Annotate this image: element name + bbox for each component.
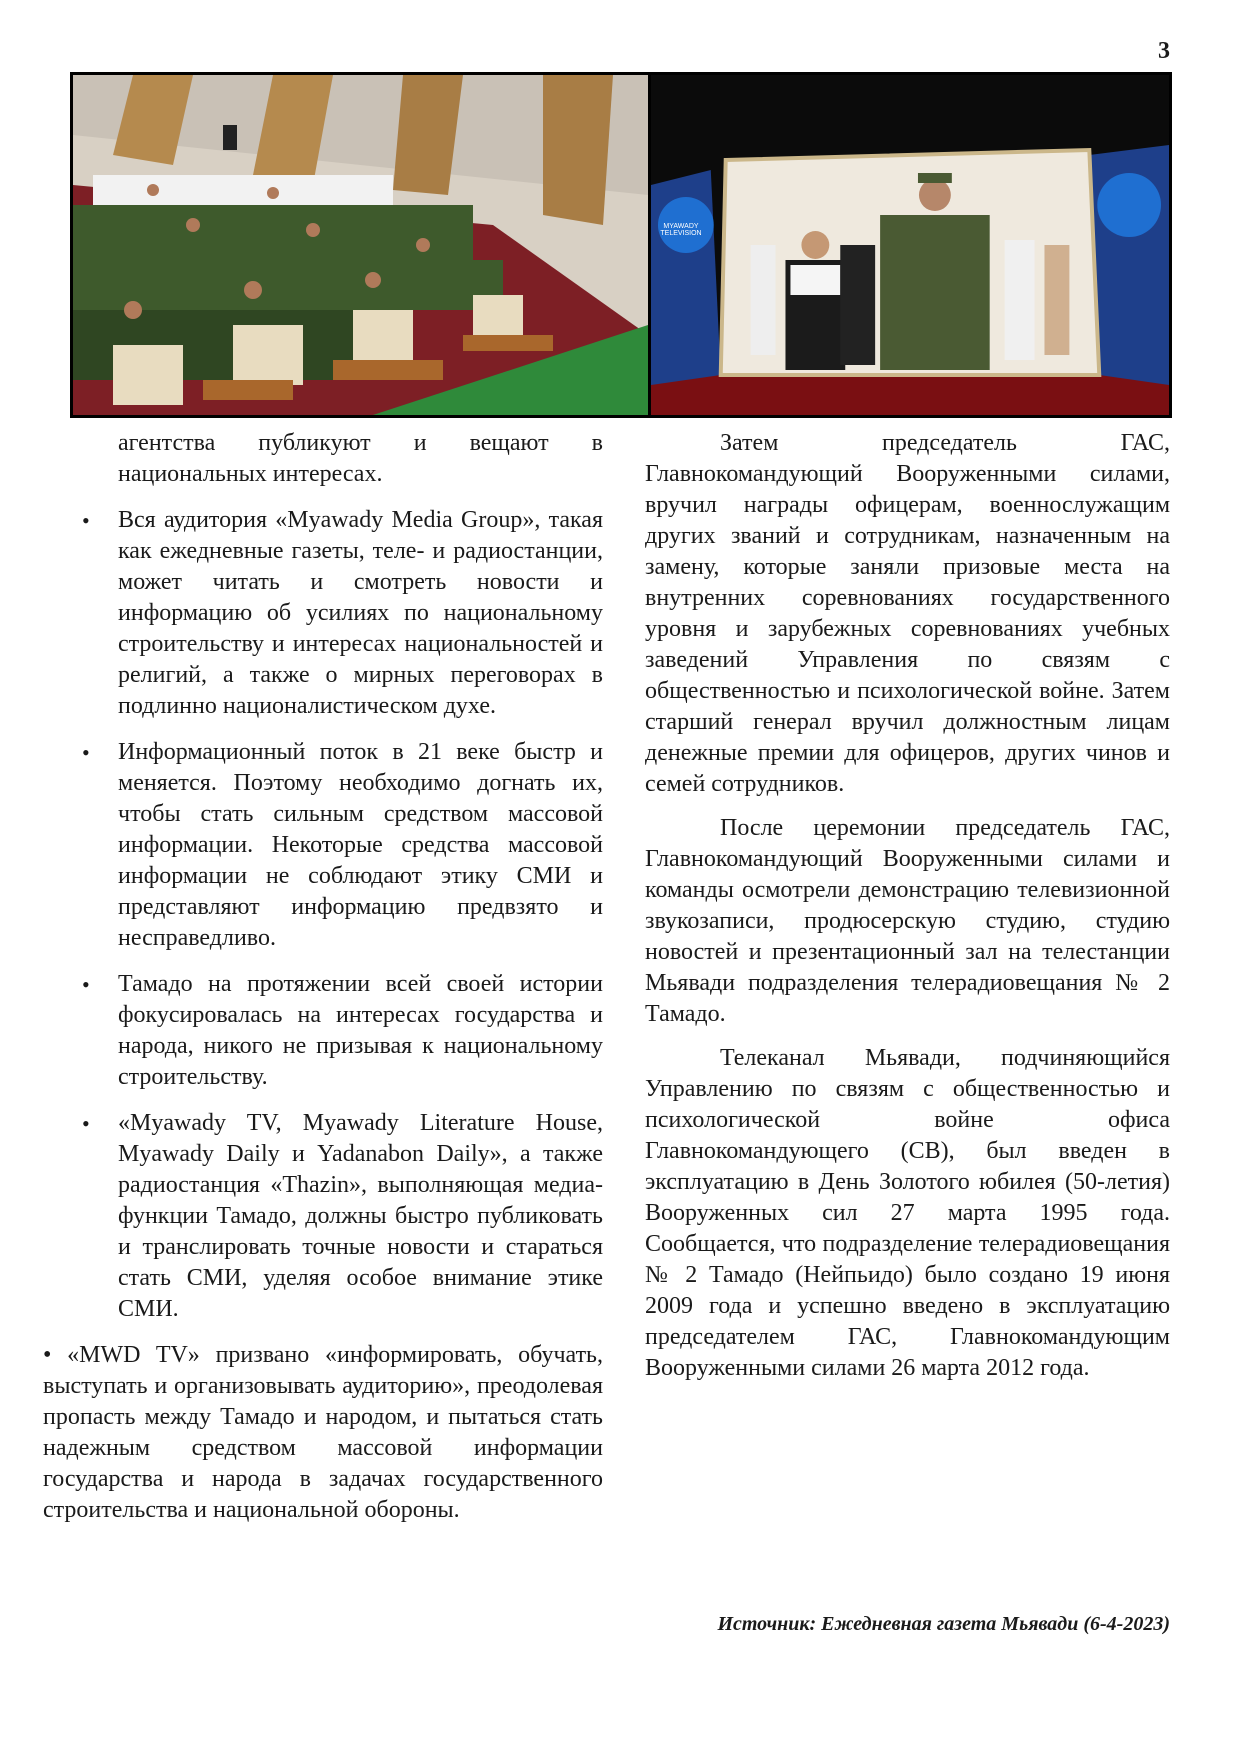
ceremony-screen-graphic [651, 75, 1169, 415]
source-citation: Источник: Ежедневная газета Мьявади (6-4-2023) [717, 1613, 1170, 1635]
body-paragraph: После церемонии председатель ГАС, Главнокомандующий Вооруженными силами и команды осмотрели демонстрацию телевизионной звукозаписи, продюсерскую студию, студию новостей и презентационный зал на телестанции Мьявади подразделения телерадиовещания № 2 Тамадо. [645, 815, 1170, 1027]
trailing-paragraph: • «MWD TV» призвано «информировать, обучать, выступать и организовывать аудиторию», преодолевая пропасть между Тамадо и народом, и пытаться стать надежным средством массовой информации государства и народа в задачах государственного строительства и национальной обороны. [43, 1342, 603, 1523]
ceremony-screen-photo [651, 75, 1169, 415]
lead-paragraph: агентства публикуют и вещают в национальных интересах. [118, 430, 603, 487]
audience-photo-graphic [73, 75, 648, 415]
audience-photo [73, 75, 651, 415]
photo-strip [70, 72, 1172, 418]
bullet-item: • Информационный поток в 21 веке быстр и меняется. Поэтому необходимо догнать их, чтобы стать сильным средством массовой информации. Некоторые средства массовой информации не соблюдают этику СМИ и представляют информацию предвзято и несправедливо. [80, 737, 603, 954]
left-column [43, 428, 603, 1526]
bullet-list [80, 505, 603, 1325]
page-number: 3 [1158, 38, 1170, 64]
bullet-item: • «Myawady TV, Myawady Literature House, Myawady Daily и Yadanabon Daily», а также радиостанция «Thazin», выполняющая медиа-функции Тамадо, должны быстро публиковать и транслировать точные новости и стараться стать СМИ, уделяя особое внимание этике СМИ. [80, 1108, 603, 1325]
bullet-item: • Тамадо на протяжении всей своей истории фокусировалась на интересах государства и народа, никого не призывая к национальному строительству. [80, 969, 603, 1093]
body-paragraph: Затем председатель ГАС, Главнокомандующий Вооруженными силами, вручил награды офицерам, военнослужащим других званий и сотрудникам, назначенным на замену, которые заняли призовые места на внутренних соревнованиях государственного уровня и зарубежных соревнованиях учебных заведений Управления по связям с общественностью и психологической войне. Затем старший генерал вручил должностным лицам денежные премии для офицеров, других чинов и семей сотрудников. [645, 430, 1170, 797]
right-column [645, 428, 1170, 1397]
body-paragraph: Телеканал Мьявади, подчиняющийся Управлению по связям с общественностью и психологической войне офиса Главнокомандующего (СВ), был введен в эксплуатацию в День Золотого юбилея (50-летия) Вооруженных сил 27 марта 1995 года. Сообщается, что подразделение телерадиовещания № 2 Тамадо (Нейпьидо) было создано 19 июня 2009 года и успешно введено в эксплуатацию председателем ГАС, Главнокомандующим Вооруженными силами 26 марта 2012 года. [645, 1045, 1170, 1381]
myawady-logo-text: MYAWADY TELEVISION [660, 223, 702, 237]
bullet-item: • Вся аудитория «Myawady Media Group», такая как ежедневные газеты, теле- и радиостанции, может читать и смотреть новости и информацию об усилиях по национальному строительству и интересах национальностей и религий, а также о мирных переговорах в подлинно националистическом духе. [80, 505, 603, 722]
